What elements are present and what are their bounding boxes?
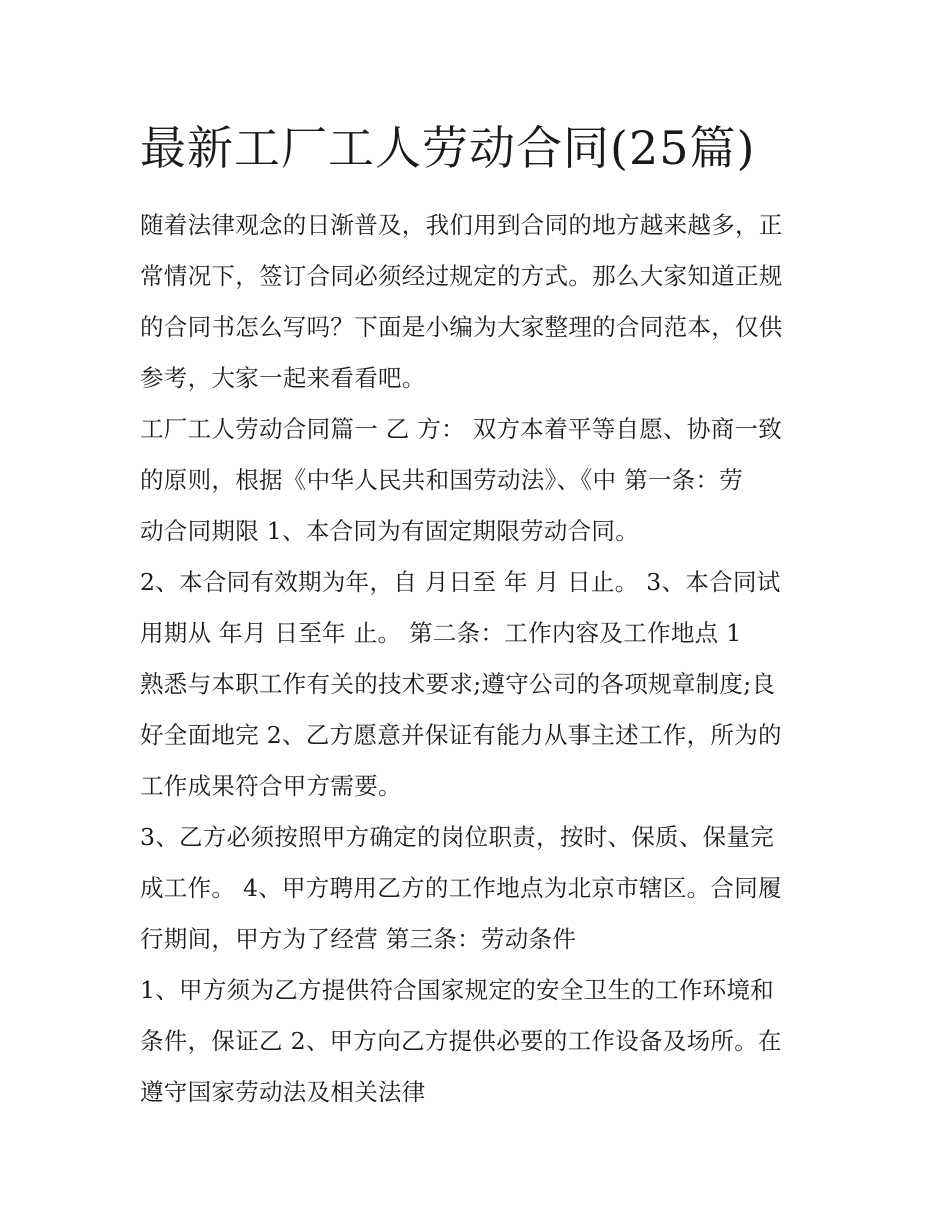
paragraph-contract-2: [140, 557, 816, 812]
text-line: 好全面地完 2、乙方愿意并保证有能力从事主述工作，所为的: [140, 721, 782, 749]
paragraph-contract-3: [140, 812, 816, 965]
text-line: 条件，保证乙 2、甲方向乙方提供必要的工作设备及场所。在: [140, 1027, 782, 1055]
text-line: 用期从 年月 日至年 止。 第二条：工作内容及工作地点 1: [140, 619, 742, 647]
text-line: 工作成果符合甲方需要。: [140, 772, 402, 800]
paragraph-contract-4: [140, 965, 816, 1118]
document-page: [140, 108, 816, 1118]
text-line: 随着法律观念的日渐普及，我们用到合同的地方越来越多，正: [140, 211, 783, 239]
text-line: 成工作。 4、甲方聘用乙方的工作地点为北京市辖区。合同履: [140, 874, 782, 902]
text-line: 的合同书怎么写吗？下面是小编为大家整理的合同范本，仅供: [140, 313, 783, 341]
text-line: 行期间，甲方为了经营 第三条：劳动条件: [140, 925, 577, 953]
text-line: 参考，大家一起来看看吧。: [140, 364, 426, 392]
document-title: 最新工厂工人劳动合同(25篇): [140, 121, 756, 175]
text-line: 2、本合同有效期为年，自 月日至 年 月 日止。 3、本合同试: [140, 568, 781, 596]
text-line: 1、甲方须为乙方提供符合国家规定的安全卫生的工作环境和: [140, 976, 775, 1004]
text-line: 遵守国家劳动法及相关法律: [140, 1078, 426, 1106]
text-line: 熟悉与本职工作有关的技术要求;遵守公司的各项规章制度;良: [140, 670, 776, 698]
text-line: 动合同期限 1、本合同为有固定期限劳动合同。: [140, 517, 640, 545]
text-line: 常情况下，签订合同必须经过规定的方式。那么大家知道正规: [140, 262, 783, 290]
text-line: 的原则，根据《中华人民共和国劳动法》、《中 第一条：劳: [140, 466, 744, 494]
paragraph-contract-1: [140, 404, 816, 557]
text-line: 工厂工人劳动合同篇一 乙 方： 双方本着平等自愿、协商一致: [140, 415, 783, 443]
text-line: 3、乙方必须按照甲方确定的岗位职责，按时、保质、保量完: [140, 823, 775, 851]
paragraph-intro: [140, 200, 816, 404]
